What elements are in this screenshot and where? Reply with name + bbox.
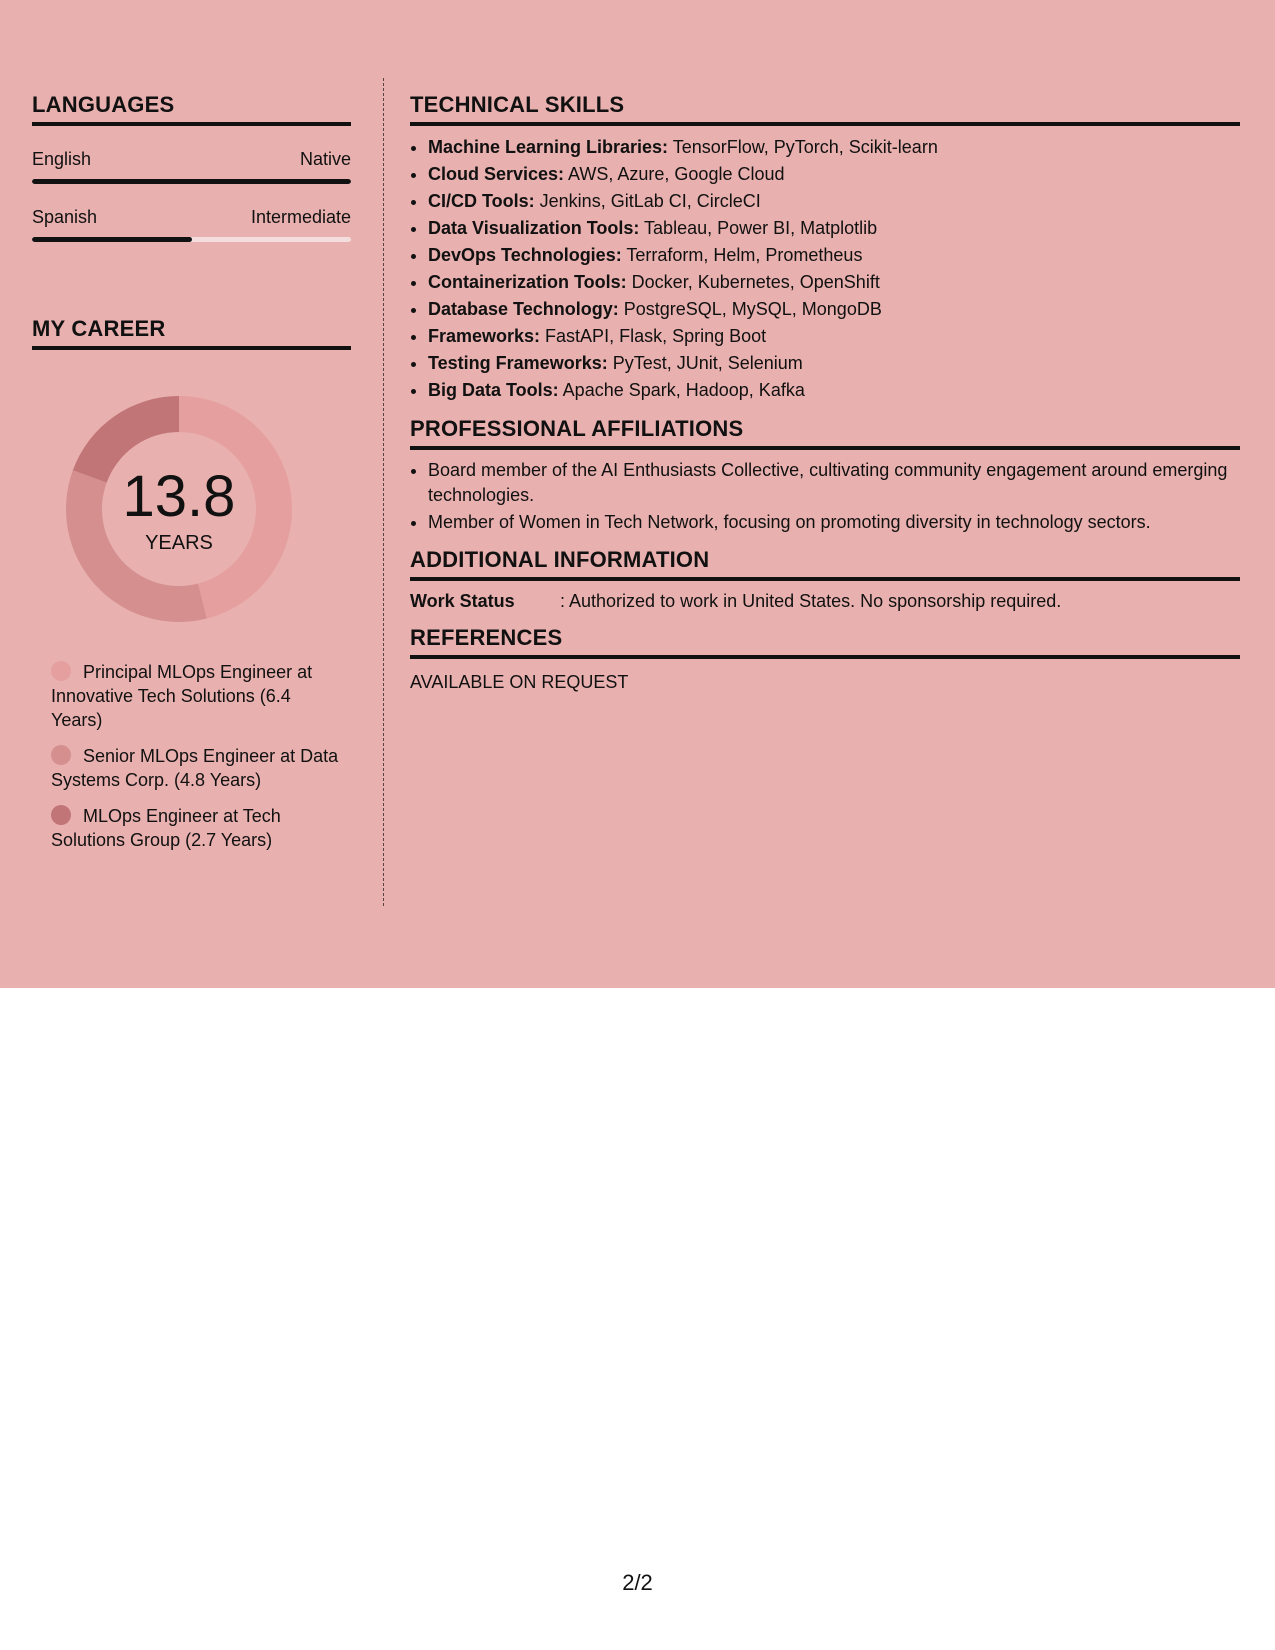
legend-item bbox=[51, 804, 341, 852]
skill-item bbox=[428, 188, 1240, 215]
work-status-row bbox=[410, 589, 1240, 613]
language-proficiency-fill bbox=[32, 237, 192, 242]
skill-label: Machine Learning Libraries: bbox=[428, 137, 669, 157]
language-proficiency-bar bbox=[32, 237, 351, 242]
skill-value: Jenkins, GitLab CI, CircleCI bbox=[534, 191, 761, 211]
language-item-english bbox=[32, 148, 351, 184]
skill-item bbox=[428, 161, 1240, 188]
legend-dot-icon bbox=[51, 661, 71, 681]
language-level: Native bbox=[299, 149, 351, 169]
legend-dot-icon bbox=[51, 805, 71, 825]
skill-value: Terraform, Helm, Prometheus bbox=[621, 245, 863, 265]
skill-value: PostgreSQL, MySQL, MongoDB bbox=[618, 299, 882, 319]
career-title: MY CAREER bbox=[32, 316, 351, 350]
references-title: REFERENCES bbox=[410, 625, 1240, 659]
skill-item bbox=[428, 296, 1240, 323]
skill-label: CI/CD Tools: bbox=[428, 191, 535, 211]
affiliations-section bbox=[410, 416, 1240, 535]
column-divider bbox=[383, 78, 384, 906]
skill-label: Frameworks: bbox=[428, 326, 541, 346]
skill-item bbox=[428, 323, 1240, 350]
legend-item bbox=[51, 660, 341, 732]
additional-info-section bbox=[410, 547, 1240, 613]
skill-item bbox=[428, 350, 1240, 377]
affiliations-title: PROFESSIONAL AFFILIATIONS bbox=[410, 416, 1240, 450]
skill-item bbox=[428, 377, 1240, 404]
skill-label: Data Visualization Tools: bbox=[428, 218, 640, 238]
skill-value: FastAPI, Flask, Spring Boot bbox=[540, 326, 767, 346]
language-name: Spanish bbox=[32, 207, 98, 227]
legend-label: Senior MLOps Engineer at Data Systems Corp. (4.8 Years) bbox=[51, 746, 339, 790]
career-donut-chart bbox=[64, 394, 294, 624]
technical-skills-list bbox=[410, 134, 1240, 404]
language-proficiency-fill bbox=[32, 179, 351, 184]
legend-dot-icon bbox=[51, 745, 71, 765]
legend-item bbox=[51, 744, 341, 792]
skill-item bbox=[428, 269, 1240, 296]
skill-label: Testing Frameworks: bbox=[428, 353, 608, 373]
languages-title: LANGUAGES bbox=[32, 92, 351, 126]
career-legend bbox=[51, 660, 341, 852]
skill-value: Apache Spark, Hadoop, Kafka bbox=[558, 380, 805, 400]
skill-value: Docker, Kubernetes, OpenShift bbox=[626, 272, 880, 292]
affiliation-item: • Board member of the AI Enthusiasts Collective, cultivating community engagement around emerging technologies. bbox=[428, 458, 1240, 508]
career-years-unit: YEARS bbox=[145, 532, 213, 554]
left-column bbox=[32, 92, 351, 864]
language-item-spanish bbox=[32, 206, 351, 242]
additional-info-title: ADDITIONAL INFORMATION bbox=[410, 547, 1240, 581]
skill-label: Cloud Services: bbox=[428, 164, 565, 184]
career-total-years: 13.8 bbox=[122, 464, 236, 529]
skill-value: PyTest, JUnit, Selenium bbox=[607, 353, 803, 373]
work-status-label: Work Status bbox=[410, 591, 515, 611]
skill-label: DevOps Technologies: bbox=[428, 245, 622, 265]
page-number: 2/2 bbox=[622, 1570, 653, 1595]
skill-label: Database Technology: bbox=[428, 299, 619, 319]
affiliations-list bbox=[410, 458, 1240, 535]
skill-item bbox=[428, 134, 1240, 161]
skill-value: AWS, Azure, Google Cloud bbox=[564, 164, 785, 184]
language-proficiency-bar bbox=[32, 179, 351, 184]
references-section bbox=[410, 625, 1240, 694]
skill-item bbox=[428, 215, 1240, 242]
skill-value: TensorFlow, PyTorch, Scikit-learn bbox=[668, 137, 938, 157]
technical-skills-title: TECHNICAL SKILLS bbox=[410, 92, 1240, 126]
legend-label: Principal MLOps Engineer at Innovative Tech Solutions (6.4 Years) bbox=[51, 662, 313, 730]
references-text: AVAILABLE ON REQUEST bbox=[410, 672, 629, 692]
skill-label: Containerization Tools: bbox=[428, 272, 627, 292]
skill-label: Big Data Tools: bbox=[428, 380, 559, 400]
affiliation-item: • Member of Women in Tech Network, focusing on promoting diversity in technology sectors. bbox=[428, 510, 1240, 535]
skill-item bbox=[428, 242, 1240, 269]
language-name: English bbox=[32, 149, 92, 169]
right-column bbox=[410, 92, 1240, 694]
language-level: Intermediate bbox=[250, 207, 351, 227]
skill-value: Tableau, Power BI, Matplotlib bbox=[639, 218, 878, 238]
work-status-value: : Authorized to work in United States. No sponsorship required. bbox=[560, 591, 1062, 611]
legend-label: MLOps Engineer at Tech Solutions Group (2.7 Years) bbox=[51, 806, 281, 850]
